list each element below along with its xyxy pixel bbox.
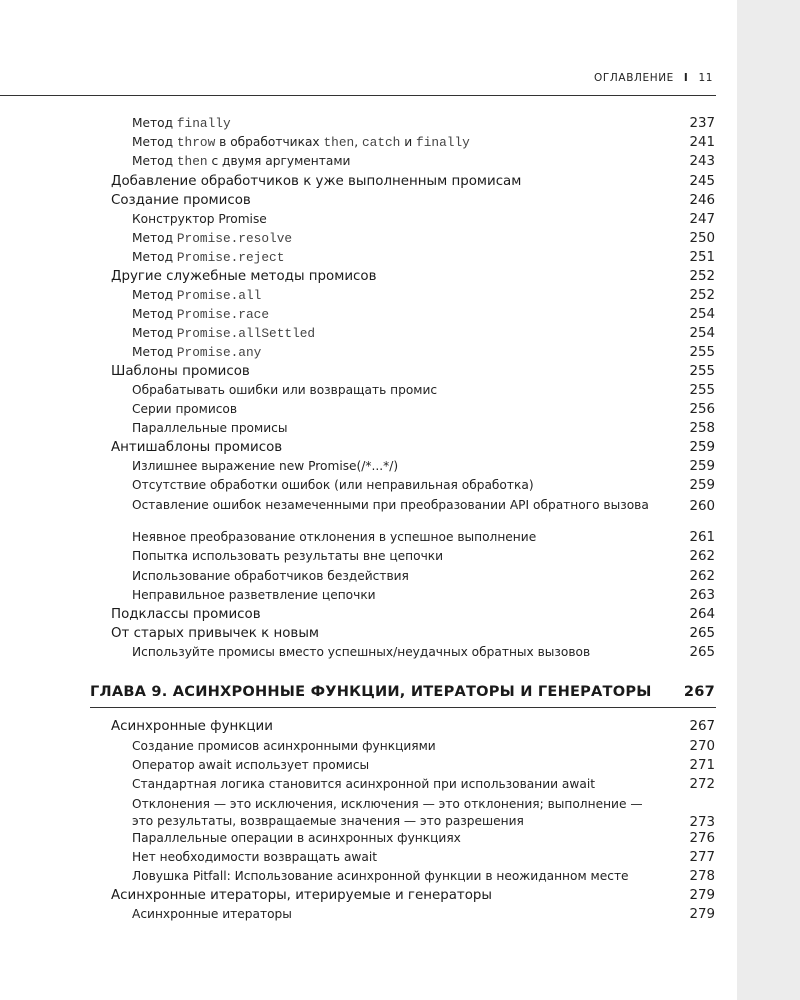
toc-entry-title [132,645,590,659]
title-text: Добавление обработчиков к уже выполненным промисам [111,174,522,189]
toc-entry-page: 278 [689,869,715,884]
toc-entry-page: 255 [689,364,715,379]
title-text: Метод [132,345,177,359]
toc-entry[interactable] [132,154,715,169]
code-term: Promise.resolve [176,231,293,246]
toc-entry-page: 254 [689,326,715,341]
toc-entry-title [132,459,398,473]
toc-entry-title [132,850,377,864]
title-text: Антишаблоны промисов [111,440,283,455]
title-text: Серии промисов [132,402,238,416]
code-term: Promise.all [176,288,262,303]
toc-entry-title [132,421,287,435]
toc-entry[interactable] [111,607,715,622]
title-text: Метод [132,288,177,302]
toc-entry-title [132,402,237,416]
toc-entry-title [132,588,376,602]
toc-entry[interactable] [132,869,715,884]
toc-entry[interactable] [132,421,715,436]
toc-entry[interactable] [132,402,715,417]
toc-entry-page: 259 [689,440,715,455]
toc-entry-title [111,626,319,641]
toc-entry[interactable] [132,231,715,246]
toc-entry-title [132,796,652,830]
toc-entry-page: 270 [689,739,715,754]
toc-entry[interactable] [132,212,715,227]
toc-entry-title [132,758,369,772]
toc-entry-page: 262 [689,549,715,564]
code-term: Promise.race [176,307,270,322]
toc-entry[interactable] [111,719,715,734]
toc-entry-title [111,888,492,903]
code-term: catch [361,135,401,150]
toc-entry-title [132,907,292,921]
title-text: Шаблоны промисов [111,364,250,379]
code-term: then [323,135,355,150]
toc-entry-title [132,212,267,226]
title-text: и [400,135,417,149]
title-text: Параллельные операции в асинхронных функциях [132,831,461,845]
toc-entry-title [111,174,521,189]
toc-entry-page: 246 [689,193,715,208]
code-term: finally [176,116,231,131]
chapter-heading[interactable] [90,683,715,700]
toc-entry-title [132,116,231,131]
title-text: в обработчиках [215,135,324,149]
title-text: Метод [132,154,177,168]
title-text: Ловушка Pitfall: Использование асинхронной функции в неожиданном месте [132,869,629,883]
running-header [594,72,713,84]
toc-entry-title [111,364,250,379]
title-text: Обрабатывать ошибки или возвращать промис [132,383,438,397]
toc-entry-page: 255 [689,383,715,398]
toc-entry[interactable] [111,364,715,379]
toc-entry[interactable] [132,777,715,792]
title-text: Асинхронные итераторы, итерируемые и генераторы [111,888,492,903]
toc-entry-title [111,440,282,455]
toc-entry[interactable] [132,345,715,360]
toc-entry-page: 237 [689,116,715,131]
toc-entry-title [132,869,629,883]
title-text: Метод [132,307,177,321]
toc-entry-page: 243 [689,154,715,169]
title-text: Неявное преобразование отклонения в успешное выполнение [132,530,537,544]
toc-entry-page: 254 [689,307,715,322]
toc-entry-title [132,478,534,492]
toc-entry[interactable] [111,269,715,284]
header-section-title: ОГЛАВЛЕНИЕ [594,72,674,84]
toc-entry-page: 252 [689,288,715,303]
toc-entry-title [132,326,315,341]
toc-entry-page: 263 [689,588,715,603]
code-term: finally [416,135,470,150]
title-text: Отклонения — это исключения, исключения — это отклонения; выполнение — это результаты, возвращаемые значения — это разрешения [132,797,643,828]
toc-entry-page: 259 [689,478,715,493]
title-text: Неправильное разветвление цепочки [132,588,376,602]
toc-entry[interactable] [132,831,715,846]
toc-entry[interactable] [132,326,715,341]
header-rule [0,95,716,96]
chapter-title: ГЛАВА 9. АСИНХРОННЫЕ ФУНКЦИИ, ИТЕРАТОРЫ И ГЕНЕРАТОРЫ [90,683,652,700]
toc-entry-title [132,345,261,360]
toc-entry[interactable] [132,116,715,131]
toc-entry-title [132,383,437,397]
code-term: Promise.allSettled [176,326,316,341]
toc-entry-page: 259 [689,459,715,474]
title-text: Асинхронные функции [111,719,273,734]
toc-entry-page: 277 [689,850,715,865]
toc-entry[interactable] [132,758,715,773]
toc-entry[interactable] [111,193,715,208]
toc-entry-title [132,569,409,583]
toc-entry-page: 265 [689,626,715,641]
toc-entry-title [132,530,536,544]
toc-entry[interactable] [132,135,715,150]
toc-entry-title [132,549,443,563]
toc-entry-title [132,777,595,791]
toc-entry-page: 241 [689,135,715,150]
title-text: Попытка использовать результаты вне цепочки [132,549,444,563]
title-text: Конструктор Promise [132,212,267,226]
title-text: Подклассы промисов [111,607,261,622]
toc-entry-title [111,269,376,284]
toc-entry[interactable] [132,549,715,564]
toc-entry-page: 256 [689,402,715,417]
toc-entry[interactable] [132,250,715,265]
title-text: Другие служебные методы промисов [111,269,377,284]
toc-entry-page: 247 [689,212,715,227]
toc-entry-page: 255 [689,345,715,360]
title-text: , [354,135,362,149]
toc-entry-page: 258 [689,421,715,436]
toc-entry-title [132,497,652,514]
toc-entry[interactable] [132,307,715,322]
toc-entry-title [132,739,436,753]
code-term: Promise.reject [176,250,285,265]
toc-entry-title [132,288,261,303]
toc-entry[interactable] [132,645,715,660]
code-term: then [176,154,208,169]
toc-entry[interactable] [111,626,715,641]
code-term: throw [176,135,216,150]
toc-entry-page: 260 [689,499,715,514]
title-text: Метод [132,116,177,130]
title-text: От старых привычек к новым [111,626,319,641]
toc-entry-title [132,154,350,169]
toc-entry[interactable] [132,796,715,830]
toc-entry[interactable] [111,888,715,903]
toc-entry-title [111,607,261,622]
toc-entry[interactable] [111,440,715,455]
title-text: Создание промисов асинхронными функциями [132,739,436,753]
toc-entry[interactable] [132,907,715,922]
title-text: Оставление ошибок незамеченными при преобразовании API обратного вызова [132,498,649,512]
toc-entry-page: 279 [689,907,715,922]
title-text: Излишнее выражение new Promise(/*...*/) [132,459,399,473]
toc-entry[interactable] [132,478,715,493]
title-text: Используйте промисы вместо успешных/неудачных обратных вызовов [132,645,591,659]
chapter-page: 267 [683,683,715,700]
toc-entry-page: 261 [689,530,715,545]
toc-entry-title [111,719,273,734]
toc-entry-page: 264 [689,607,715,622]
toc-entry[interactable] [132,530,715,545]
toc-entry[interactable] [132,459,715,474]
title-text: Асинхронные итераторы [132,907,292,921]
page-margin-strip [737,0,800,1000]
toc-entry-page: 276 [689,831,715,846]
title-text: Метод [132,326,177,340]
title-text: Отсутствие обработки ошибок (или неправильная обработка) [132,478,534,492]
title-text: Стандартная логика становится асинхронной при использовании await [132,777,596,791]
toc-entry[interactable] [132,497,715,514]
toc-entry-title [132,231,292,246]
title-text: Создание промисов [111,193,251,208]
toc-entry[interactable] [132,850,715,865]
title-text: Нет необходимости возвращать await [132,850,378,864]
toc-entry[interactable] [132,569,715,584]
toc-entry-page: 262 [689,569,715,584]
title-text: Метод [132,250,177,264]
toc-entry[interactable] [111,174,715,189]
toc-entry-page: 265 [689,645,715,660]
title-text: Метод [132,135,177,149]
title-text: с двумя аргументами [207,154,351,168]
toc-entry-page: 267 [689,719,715,734]
toc-entry[interactable] [132,383,715,398]
toc-entry-page: 245 [689,174,715,189]
toc-entry-page: 271 [689,758,715,773]
toc-entry-title [132,307,269,322]
toc-entry-title [132,831,461,845]
code-term: Promise.any [176,345,262,360]
title-text: Использование обработчиков бездействия [132,569,409,583]
toc-entry-page: 279 [689,888,715,903]
toc-entry-page: 250 [689,231,715,246]
toc-entry-title [132,250,284,265]
toc-entry-title [111,193,251,208]
title-text: Метод [132,231,177,245]
title-text: Параллельные промисы [132,421,288,435]
title-text: Оператор await использует промисы [132,758,370,772]
toc-entry-title [132,135,470,150]
toc-entry[interactable] [132,739,715,754]
toc-entry-page: 252 [689,269,715,284]
header-page-number: 11 [698,72,713,84]
chapter-rule [90,707,716,708]
toc-entry-page: 251 [689,250,715,265]
toc-entry-page: 272 [689,777,715,792]
toc-entry[interactable] [132,288,715,303]
header-separator: I [683,72,689,84]
toc-entry[interactable] [132,588,715,603]
toc-entry-page: 273 [689,815,715,830]
